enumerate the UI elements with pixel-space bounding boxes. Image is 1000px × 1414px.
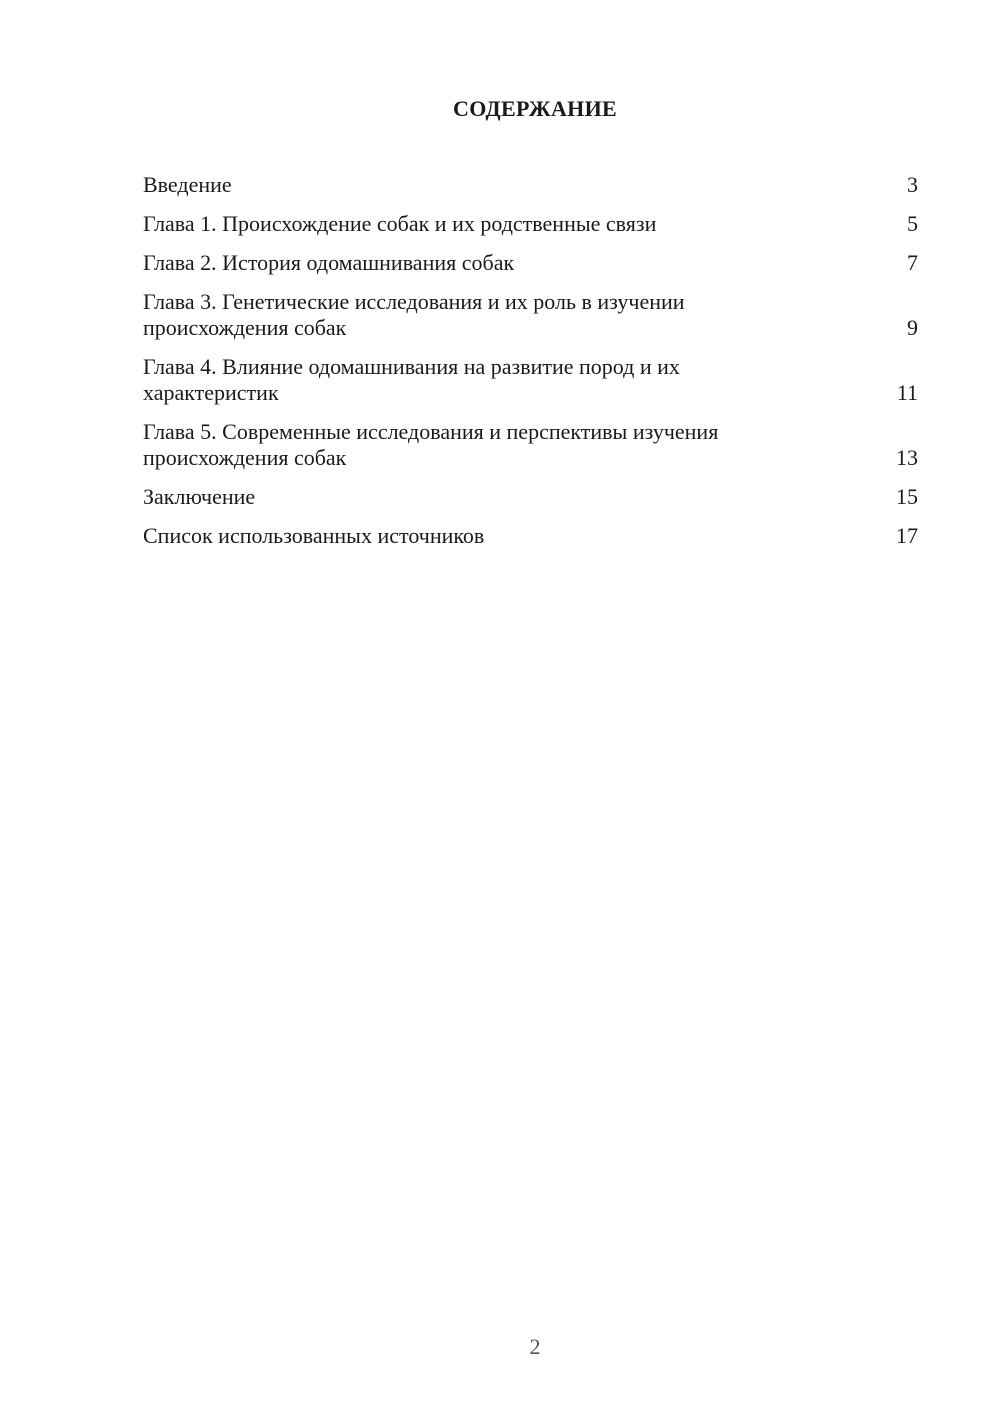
toc-entry-title: Глава 5. Современные исследования и перспективы изучения происхождения собак — [143, 419, 719, 470]
toc-entry-title: Введение — [143, 172, 232, 197]
table-of-contents — [143, 170, 918, 560]
toc-entry-page: 5 — [907, 211, 918, 236]
toc-entry-page: 7 — [907, 250, 918, 275]
toc-entry-title: Глава 1. Происхождение собак и их родственные связи — [143, 211, 657, 236]
page-number: 2 — [529, 1334, 541, 1359]
toc-entry-chapter-2[interactable] — [143, 248, 918, 287]
toc-entry-chapter-5[interactable] — [143, 417, 918, 482]
toc-entry-chapter-1[interactable] — [143, 209, 918, 248]
toc-entry-page: 15 — [896, 484, 918, 509]
toc-entry-title: Список использованных источников — [143, 523, 485, 548]
page-title: СОДЕРЖАНИЕ — [453, 96, 617, 121]
toc-entry-page: 13 — [896, 445, 918, 470]
toc-entry-page: 3 — [907, 172, 918, 197]
toc-entry-title: Глава 3. Генетические исследования и их роль в изучении происхождения собак — [143, 289, 685, 340]
toc-entry-title: Глава 2. История одомашнивания собак — [143, 250, 515, 275]
toc-entry-chapter-4[interactable] — [143, 352, 918, 417]
toc-entry-references[interactable] — [143, 521, 918, 560]
toc-entry-page: 11 — [896, 380, 918, 405]
toc-entry-chapter-3[interactable] — [143, 287, 918, 352]
toc-entry-title: Глава 4. Влияние одомашнивания на развитие пород и их характеристик — [143, 354, 680, 405]
toc-entry-title: Заключение — [143, 484, 256, 509]
toc-entry-conclusion[interactable] — [143, 482, 918, 521]
toc-entry-page: 17 — [896, 523, 918, 548]
toc-entry-page: 9 — [907, 315, 918, 340]
toc-entry-introduction[interactable] — [143, 170, 918, 209]
